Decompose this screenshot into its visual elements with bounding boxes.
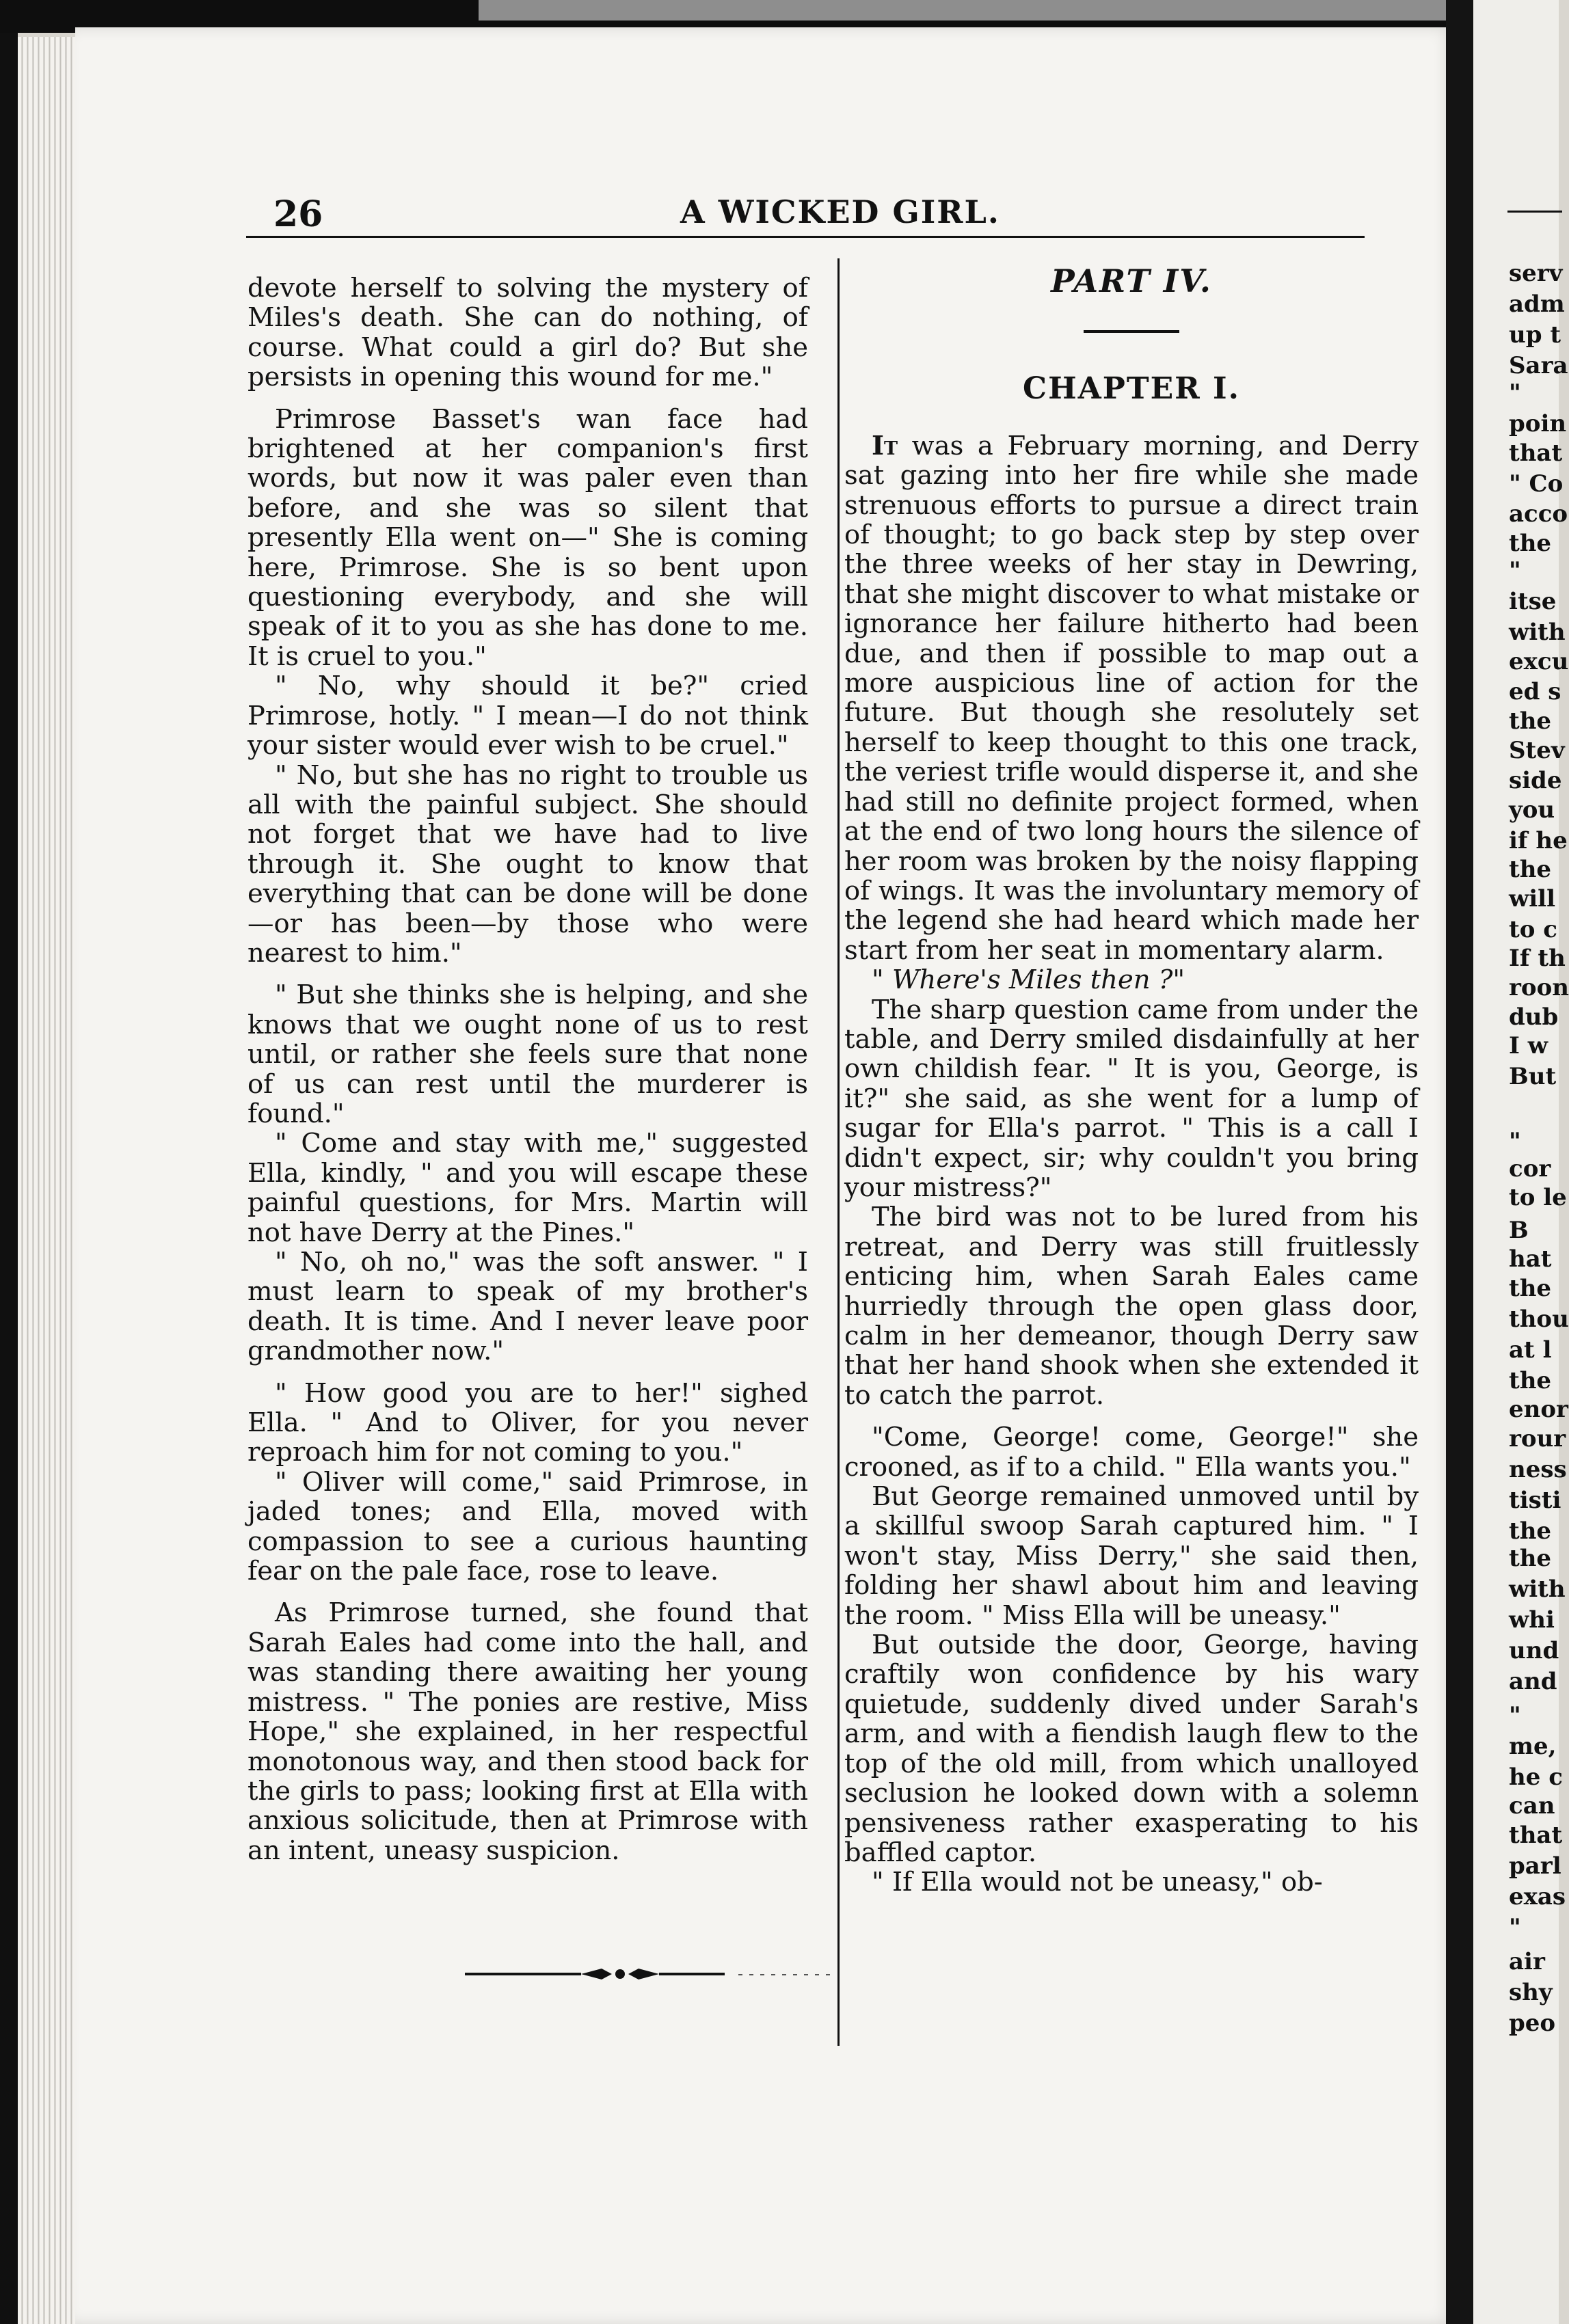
facing-page-text-fragment: parl [1509, 1852, 1561, 1880]
right-paragraph: But George remained unmoved until by a skillful swoop Sarah captured him. " I won't stay, Miss Derry," she said then, folding her shawl about him and leaving the room. " Miss Ella will be uneasy." [844, 1481, 1419, 1631]
page-stack-edges [18, 37, 83, 2324]
right-paragraph: The bird was not to be lured from his retreat, and Derry was still fruitlessly enticing him, when Sarah Eales came hurriedly through the open glass door, calm in her demeanor, though Derry saw that her hand shook when she extended it to catch the parrot. [844, 1202, 1419, 1411]
facing-page-text-fragment: at l [1509, 1336, 1552, 1364]
facing-page-text-fragment: the [1509, 1275, 1552, 1302]
scan-left-edge [0, 33, 18, 2324]
facing-page-text-fragment: dub [1509, 1003, 1559, 1031]
left-paragraph: " No, oh no," was the soft answer. " I must learn to speak of my brother's death. It is time. And I never leave poor grandmother now." [247, 1247, 808, 1367]
facing-page-text-fragment: the [1509, 530, 1552, 557]
facing-page-text-fragment: the [1509, 707, 1552, 735]
left-paragraph: As Primrose turned, she found that Sarah Eales had come into the hall, and was standing there awaiting her young mistress. " The ponies are restive, Miss Hope," she explained, in her respectful monotonous way, and then stood back for the girls to pass; looking first at Ella with anxious solicitude, then at Primrose with an intent, uneasy suspicion. [247, 1597, 808, 1866]
left-paragraph: " How good you are to her!" sighed Ella. " And to Oliver, for you never reproach him for not coming to you." [247, 1377, 808, 1468]
opening-word: It [872, 430, 898, 461]
facing-page-text-fragment: " [1509, 1128, 1521, 1155]
italic-line: " Where's Miles then ?" [872, 964, 1185, 996]
facing-page-text-fragment: cor [1509, 1155, 1551, 1183]
facing-page-text-fragment: If th [1509, 945, 1566, 972]
facing-page-text-fragment: thou [1509, 1306, 1569, 1333]
facing-page-text-fragment: the [1509, 856, 1552, 883]
chapter-opening-paragraph [844, 431, 1419, 965]
facing-page-text-fragment: B [1509, 1217, 1529, 1244]
facing-page-text-fragment: the [1509, 1367, 1552, 1394]
column-divider [837, 258, 840, 2046]
facing-page-text-fragment: tisti [1509, 1487, 1561, 1514]
facing-page-text-fragment: to le [1509, 1184, 1567, 1211]
running-title: A WICKED GIRL. [680, 193, 1000, 230]
facing-page-text-fragment: shy [1509, 1979, 1553, 2006]
facing-page-text-fragment: you [1509, 796, 1555, 824]
facing-page-text-fragment: But [1509, 1063, 1557, 1090]
right-paragraph: " If Ella would not be uneasy," ob- [872, 1867, 1323, 1898]
facing-page-text-fragment: and [1509, 1668, 1557, 1695]
facing-page-text-fragment: whi [1509, 1606, 1555, 1634]
facing-page-text-fragment: with [1509, 619, 1566, 646]
facing-page-text-fragment: that [1509, 1822, 1563, 1849]
left-paragraph: devote herself to solving the mystery of Miles's death. She can do nothing, of course. What could a girl do? But she persists in opening this wound for me." [247, 273, 808, 393]
part-heading: PART IV. [1051, 262, 1212, 299]
facing-page-text-fragment: roon [1509, 974, 1569, 1001]
facing-page-fragment [1473, 0, 1569, 2324]
left-paragraph: " But she thinks she is helping, and she knows that we ought none of us to rest until, or rather she feels sure that none of us can rest until the murderer is found." [247, 979, 808, 1129]
facing-page-text-fragment: up t [1509, 321, 1561, 349]
facing-page-text-fragment: Stev [1509, 737, 1565, 764]
facing-page-text-fragment: " [1509, 557, 1521, 584]
facing-page-text-fragment: with [1509, 1576, 1566, 1603]
left-paragraph: Primrose Basset's wan face had brightened at her companion's first words, but now it was paler even than before, and she was so silent that presently Ella went on—" She is coming here, Primrose. She is so bent upon questioning everybody, and she will speak of it to you as she has done to me. It is cruel to you." [247, 403, 808, 672]
facing-page-text-fragment: he c [1509, 1764, 1563, 1791]
facing-page-text-fragment: the [1509, 1517, 1552, 1545]
facing-page-text-fragment: the [1509, 1545, 1552, 1572]
facing-page-text-fragment: " Co [1509, 470, 1564, 498]
facing-page-text-fragment: poin [1509, 410, 1567, 437]
facing-page-text-fragment: acco [1509, 500, 1568, 528]
facing-page-text-fragment: ness [1509, 1456, 1567, 1483]
left-paragraph: " No, why should it be?" cried Primrose, hotly. " I mean—I do not think your sister would ever wish to be cruel." [247, 671, 808, 761]
left-paragraph: " No, but she has no right to trouble us all with the painful subject. She should not forget that we have had to live through it. She ought to know that everything that can be done will be done—or has been—by those who were nearest to him." [247, 759, 808, 969]
facing-page-text-fragment: if he [1509, 827, 1568, 854]
facing-page-text-fragment: serv [1509, 260, 1563, 287]
facing-page-text-fragment: side [1509, 767, 1562, 794]
left-column [247, 273, 808, 1865]
left-paragraph: " Come and stay with me," suggested Ella, kindly, " and you will escape these painful questions, for Mrs. Martin will not have Derry at the Pines." [247, 1128, 808, 1248]
left-paragraph: " Oliver will come," said Primrose, in jaded tones; and Ella, moved with compassion to see a curious haunting fear on the pale face, rose to leave. [247, 1466, 808, 1587]
right-paragraph: But outside the door, George, having craftily won confidence by his wary quietude, suddenly dived under Sarah's arm, and with a fiendish laugh flew to the top of the old mill, from which unalloyed seclusion he looked down with a solemn pensiveness rather exasperating to his baffled captor. [844, 1630, 1419, 1868]
right-column [844, 253, 1419, 1897]
facing-page-text-fragment: exas [1509, 1883, 1566, 1910]
chapter-heading: CHAPTER I. [1023, 371, 1240, 407]
facing-page-text-fragment: air [1509, 1948, 1545, 1975]
facing-page-text-fragment: can [1509, 1792, 1555, 1820]
facing-page-text-fragment: Sara [1509, 352, 1568, 379]
facing-page-text-fragment: will [1509, 885, 1556, 913]
facing-page-rule [1507, 211, 1562, 213]
facing-page-text-fragment: itse [1509, 588, 1557, 615]
facing-page-text-fragment: I w [1509, 1032, 1548, 1059]
facing-page-text-fragment: to c [1509, 916, 1557, 943]
section-end-ornament [465, 1960, 834, 1988]
facing-page-text-fragment: " [1509, 1702, 1521, 1729]
facing-page-text-fragment: und [1509, 1637, 1559, 1664]
facing-page-text-fragment: ed s [1509, 678, 1561, 705]
facing-page-text-fragment: adm [1509, 290, 1565, 318]
right-paragraph: "Come, George! come, George!" she crooned, as if to a child. " Ella wants you." [844, 1422, 1419, 1483]
facing-page-text-fragment: enor [1509, 1396, 1568, 1423]
page-number: 26 [273, 193, 323, 235]
facing-page-text-fragment: rour [1509, 1425, 1566, 1452]
facing-page-text-fragment: peo [1509, 2010, 1556, 2037]
opening-text: was a February morning, and Derry sat gazing into her fire while she made strenuous efforts to pursue a direct train of thought; to go back step by step over the three weeks of her stay in Dewring, that she might discover to what mistake or ignorance her failure hitherto had been due, and then if possible to map out a more auspicious line of action for the future. But though she resolutely set herself to keep thought to this one track, the veriest trifle would disperse it, and she had still no definite project formed, when at the end of two long hours the silence of her room was broken by the noisy flapping of wings. It was the involuntary memory of the legend she had heard which made her start from her seat in momentary alarm. [844, 430, 1419, 966]
facing-page-text-fragment: " [1509, 1914, 1521, 1941]
facing-page-text-fragment: excu [1509, 648, 1569, 675]
heading-rule [1084, 330, 1179, 333]
right-paragraph: The sharp question came from under the table, and Derry smiled disdainfully at her own childish fear. " It is you, George, is it?" she said, as she went for a lump of sugar for Ella's parrot. " This is a call I didn't expect, sir; why couldn't you bring your mistress?" [844, 994, 1419, 1203]
book-gutter [1446, 0, 1473, 2324]
facing-page-text-fragment: hat [1509, 1245, 1552, 1273]
header-rule [246, 236, 1365, 238]
facing-page-text-fragment: me, [1509, 1733, 1557, 1760]
facing-page-text-fragment: that [1509, 440, 1563, 467]
page-header [273, 188, 1367, 243]
facing-page-text-fragment: " [1509, 379, 1521, 407]
